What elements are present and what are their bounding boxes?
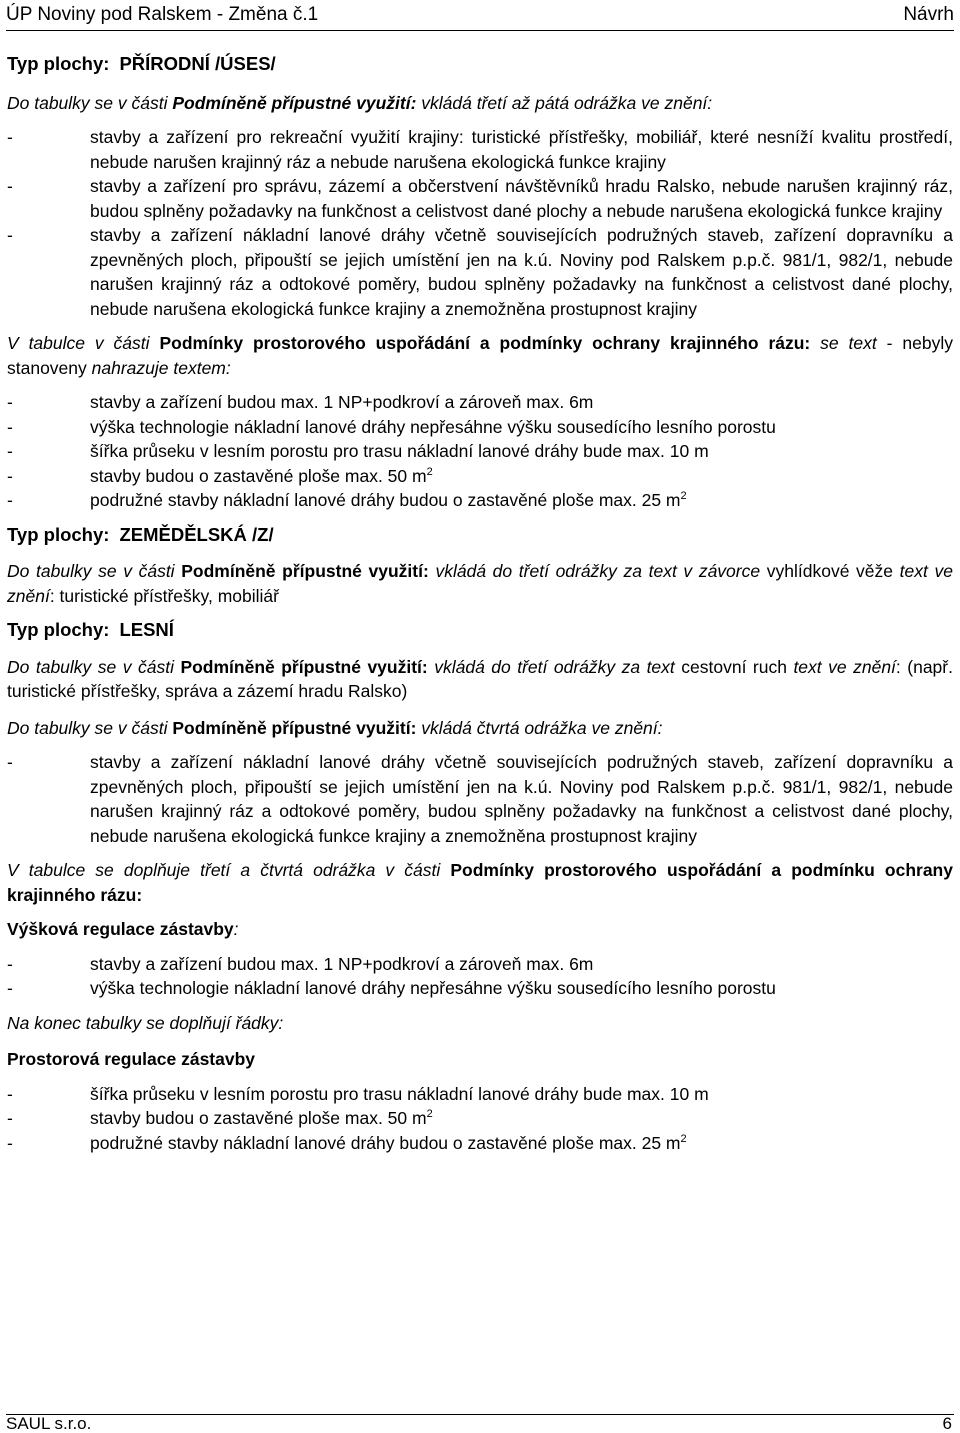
page-footer [6,1414,954,1433]
list-item: - stavby a zařízení nákladní lanové dráhy včetně souvisejících podružných staveb, zařízení dopravníku a zpevněných ploch, připouští se jejich umístění jen na k.ú. Noviny pod Ralskem p.p.č. 981/1, 982/1, nebude narušen krajinný ráz a odtokové poměry, budou splněny požadavky na funkčnost a celistvost dané plochy, nebude narušena ekologická funkce krajiny a znemožněna prostupnost krajiny [7,750,953,848]
spatial-regulation-heading: Prostorová regulace zástavby [7,1049,256,1069]
document-title: ÚP Noviny pod Ralskem - Změna č.1 [6,4,319,25]
type-value: PŘÍRODNÍ /ÚSES/ [119,53,276,74]
company-name: SAUL s.r.o. [6,1414,92,1433]
list-item: - stavby a zařízení pro správu, zázemí a občerstvení návštěvníků hradu Ralsko, nebude narušen krajinný ráz, budou splněny požadavky na funkčnost a celistvost dané plochy a nebude narušena ekologická funkce krajiny [7,174,953,223]
list-item: - šířka průseku v lesním porostu pro trasu nákladní lanové dráhy bude max. 10 m [7,439,953,464]
list-item: - podružné stavby nákladní lanové dráhy budou o zastavěné ploše max. 25 $m^2$ [7,1131,953,1156]
type-label: Typ plochy: [7,53,110,74]
list-item: - šířka průseku v lesním porostu pro trasu nákladní lanové dráhy bude max. 10 m [7,1082,953,1107]
list-item: - stavby budou o zastavěné ploše max. 50 $m^2$ [7,1106,953,1131]
document-status: Návrh [903,4,954,25]
section3-text-3: V tabulce se doplňuje třetí a čtvrtá odrážka v části Podmínky prostorového uspořádání a podmínku ochrany krajinného rázu: [7,860,953,905]
list-item: - stavby a zařízení budou max. 1 NP+podkroví a zároveň max. 6m [7,390,953,415]
section3-list-3 [7,1082,953,1156]
list-item: - stavby a zařízení nákladní lanové dráhy včetně souvisejících podružných staveb, zařízení dopravníku a zpevněných ploch, připouští se jejich umístění jen na k.ú. Noviny pod Ralskem p.p.č. 981/1, 982/1, nebude narušen krajinný ráz a odtokové poměry, budou splněny požadavky na funkčnost a celistvost dané plochy, nebude narušena ekologická funkce krajiny a znemožněna prostupnost krajiny [7,223,953,321]
section2-text: Do tabulky se v části Podmíněně přípustné využití: vkládá do třetí odrážky za text v závorce vyhlídkové věže text ve znění: turistické přístřešky, mobiliář [7,561,953,606]
list-item: - stavby a zařízení pro rekreační využití krajiny: turistické přístřešky, mobiliář, které nesníží kvalitu prostředí, nebude narušen krajinný ráz a nebude narušena ekologická funkce krajiny [7,125,953,174]
list-item: - výška technologie nákladní lanové dráhy nepřesáhne výšku sousedícího lesního porostu [7,415,953,440]
section1-list [7,125,953,321]
section3-list-2 [7,952,953,1001]
section-heading-zemedelska: Typ plochy: ZEMĚDĚLSKÁ /Z/ [7,523,274,545]
section3-text-4: Na konec tabulky se doplňují řádky: [7,1012,284,1033]
page-number: 6 [942,1414,952,1433]
section3-text-2: Do tabulky se v části Podmíněně přípustné využití: vkládá čtvrtá odrážka ve znění: [7,717,663,738]
list-item: - podružné stavby nákladní lanové dráhy budou o zastavěné ploše max. 25 $m^2$ [7,488,953,513]
section1-list-2 [7,390,953,513]
list-item: - výška technologie nákladní lanové dráhy nepřesáhne výšku sousedícího lesního porostu [7,976,953,1001]
document-body [7,52,953,1155]
section-heading-prirodni [7,52,953,77]
section3-list [7,750,953,848]
list-item: - stavby budou o zastavěné ploše max. 50 $m^2$ [7,464,953,489]
section1-intro: Do tabulky se v části Podmíněně přípustné využití: vkládá třetí až pátá odrážka ve znění: [7,92,713,113]
section1-replacement: V tabulce v části Podmínky prostorového uspořádání a podmínky ochrany krajinného rázu: se text - nebyly stanoveny nahrazuje textem: [7,333,953,378]
height-regulation-heading: Výšková regulace zástavby: [7,919,239,939]
section3-text: Do tabulky se v části Podmíněně přípustné využití: vkládá do třetí odrážky za text cestovní ruch text ve znění: (např. turistické přístřešky, správa a zázemí hradu Ralsko) [7,656,953,701]
page-header [6,2,954,31]
section-heading-lesni: Typ plochy: LESNÍ [7,619,174,640]
list-item: - stavby a zařízení budou max. 1 NP+podkroví a zároveň max. 6m [7,952,953,977]
